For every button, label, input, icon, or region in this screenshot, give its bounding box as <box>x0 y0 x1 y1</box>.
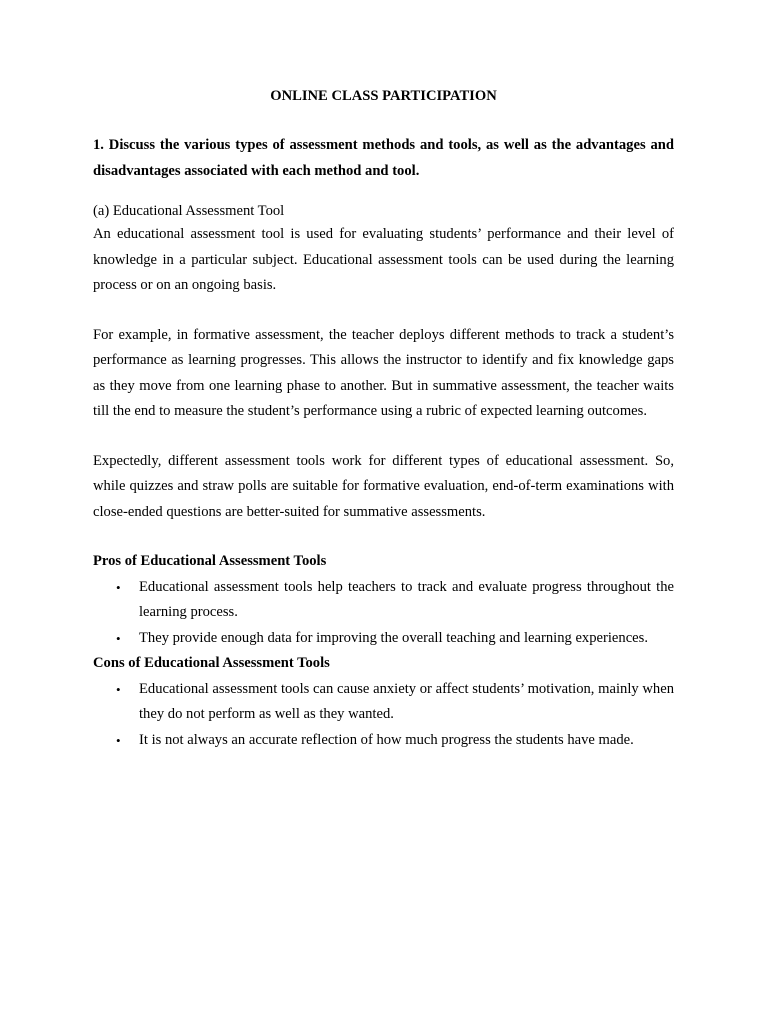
pros-heading: Pros of Educational Assessment Tools <box>93 553 327 569</box>
paragraph-3: Expectedly, different assessment tools work for different types of educational assessment. So, while quizzes and straw polls are suitable for formative evaluation, end-of-term examinations with close-ended questions are better-suited for summative assessments. <box>93 452 674 520</box>
list-item-text: They provide enough data for improving the overall teaching and learning experiences. <box>139 629 648 646</box>
list-item <box>93 728 674 754</box>
cons-list <box>93 677 674 754</box>
cons-heading: Cons of Educational Assessment Tools <box>93 655 330 671</box>
list-item <box>93 677 674 728</box>
bullet-icon: • <box>116 630 121 646</box>
list-item <box>93 626 674 652</box>
pros-list <box>93 575 674 652</box>
bullet-icon: • <box>116 732 121 748</box>
document-page <box>93 86 674 753</box>
document-title: ONLINE CLASS PARTICIPATION <box>270 88 497 104</box>
bullet-icon: • <box>116 579 121 595</box>
bullet-icon: • <box>116 681 121 697</box>
list-item-text: Educational assessment tools help teachers to track and evaluate progress throughout the learning process. <box>139 578 674 620</box>
paragraph-2: For example, in formative assessment, the teacher deploys different methods to track a student’s performance as learning progresses. This allows the instructor to identify and fix knowledge gaps as they move from one learning phase to another. But in summative assessment, the teacher waits till the end to measure the student’s performance using a rubric of expected learning outcomes. <box>93 326 674 419</box>
list-item-text: Educational assessment tools can cause anxiety or affect students’ motivation, mainly when they do not perform as well as they wanted. <box>139 680 674 722</box>
question-text: 1. Discuss the various types of assessment methods and tools, as well as the advantages and disadvantages associated with each method and tool. <box>93 137 674 179</box>
subheading: (a) Educational Assessment Tool <box>93 203 285 219</box>
list-item-text: It is not always an accurate reflection of how much progress the students have made. <box>139 731 634 748</box>
list-item <box>93 575 674 626</box>
paragraph-1: An educational assessment tool is used for evaluating students’ performance and their level of knowledge in a particular subject. Educational assessment tools can be used during the learning process or on an ongoing basis. <box>93 226 674 293</box>
